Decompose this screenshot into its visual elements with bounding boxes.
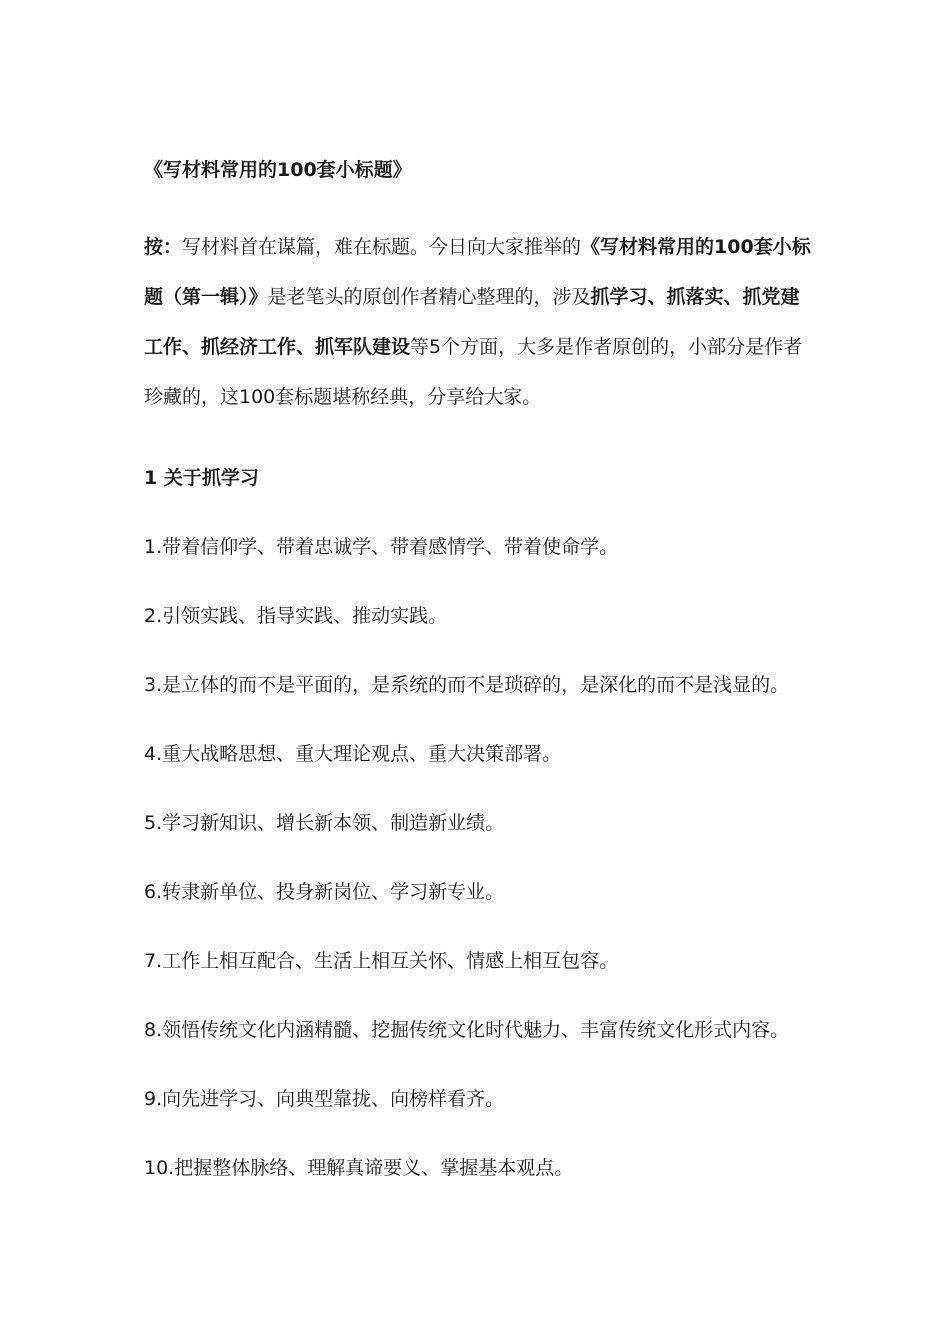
intro-text-3: 等5个方面，大多是作者原创的，小部分是作者珍藏的，这100套标题堪称经典，分享给大家。 bbox=[144, 336, 803, 408]
list-item: 3.是立体的而不是平面的，是系统的而不是琐碎的，是深化的而不是浅显的。 bbox=[144, 674, 790, 696]
section-heading: 1 关于抓学习 bbox=[144, 467, 259, 489]
list-item: 5.学习新知识、增长新本领、制造新业绩。 bbox=[144, 812, 505, 834]
intro-label: 按： bbox=[144, 236, 183, 258]
intro-bold-title: 《写材料常用的100套小标题（第一辑）》 bbox=[144, 236, 811, 308]
intro-text-1: 写材料首在谋篇，难在标题。今日向大家推举的 bbox=[182, 236, 582, 258]
intro-bold-topics: 抓学习、抓落实、抓党建工作、抓经济工作、抓军队建设 bbox=[144, 286, 800, 358]
list-item: 4.重大战略思想、重大理论观点、重大决策部署。 bbox=[144, 743, 562, 765]
list-item: 2.引领实践、指导实践、推动实践。 bbox=[144, 605, 448, 627]
intro-paragraph bbox=[144, 222, 812, 422]
intro-text-2: 是老笔头的原创作者精心整理的，涉及 bbox=[267, 286, 591, 308]
list-item: 7.工作上相互配合、生活上相互关怀、情感上相互包容。 bbox=[144, 950, 619, 972]
list-item: 6.转隶新单位、投身新岗位、学习新专业。 bbox=[144, 881, 505, 903]
list-item: 1.带着信仰学、带着忠诚学、带着感情学、带着使命学。 bbox=[144, 536, 619, 558]
list-item: 9.向先进学习、向典型靠拢、向榜样看齐。 bbox=[144, 1088, 505, 1110]
list-item: 8.领悟传统文化内涵精髓、挖掘传统文化时代魅力、丰富传统文化形式内容。 bbox=[144, 1019, 790, 1041]
list-item: 10.把握整体脉络、理解真谛要义、掌握基本观点。 bbox=[144, 1157, 574, 1179]
section-list bbox=[144, 531, 812, 1184]
document-title: 《写材料常用的100套小标题》 bbox=[144, 159, 412, 181]
document-body bbox=[144, 154, 812, 1184]
